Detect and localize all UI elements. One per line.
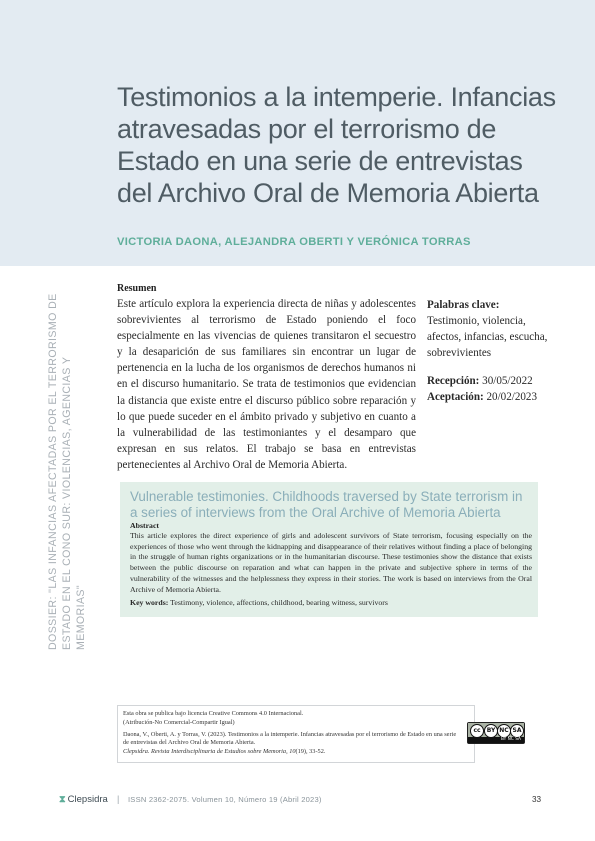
dates-block bbox=[427, 374, 557, 405]
citation-journal: Clepsidra. Revista Interdisciplinaria de Estudios sobre Memoria, 10 bbox=[123, 747, 296, 755]
abstract-keywords-text: Testimony, violence, affections, childhood, bearing witness, survivors bbox=[170, 598, 388, 607]
page-number: 33 bbox=[532, 795, 542, 804]
citation-issue: (19), 33-52. bbox=[295, 747, 326, 755]
authors: VICTORIA DAONA, ALEJANDRA OBERTI Y VERÓNICA TORRAS bbox=[117, 236, 471, 248]
abstract-text: This article explores the direct experience of girls and adolescent survivors of State terrorism, focusing especially on the experiences of those who went through the kidnapping and disappearance of their relatives without finding a place of belonging in the struggle of human rights organizations or in the humanitarian discourse. These testimonies show the distance that exists between the public discourse on reparation and what can happen in the private and subjective sphere in terms of the vulnerability of the witnesses and the helplessness they express in their stories. The work is based on interviews from the Oral Archive of Memoria Abierta. bbox=[130, 531, 532, 594]
keywords-text: Testimonio, violencia, afectos, infancias, escucha, sobrevivientes bbox=[427, 315, 548, 360]
abstract-title: Vulnerable testimonies. Childhoods traversed by State terrorism in a series of interviews from the Oral Archive of Memoria Abierta bbox=[130, 489, 523, 521]
dossier-side-label: DOSSIER: "LAS INFANCIAS AFECTADAS POR EL TERRORISMO DE ESTADO EN EL CONO SUR: VIOLENCIAS, AGENCIAS Y MEMORIAS" bbox=[47, 293, 87, 650]
abstract-heading: Abstract bbox=[130, 521, 160, 530]
resumen-heading: Resumen bbox=[117, 283, 157, 294]
cc-by-icon: BY bbox=[484, 724, 498, 738]
reception-value: 30/05/2022 bbox=[482, 375, 533, 387]
keywords-label: Palabras clave: bbox=[427, 299, 500, 311]
cc-badge-text: BY NC SA bbox=[468, 737, 524, 743]
license-line-1: Esta obra se publica bajo licencia Creative Commons 4.0 Internacional. bbox=[123, 710, 304, 717]
abstract-keywords bbox=[130, 598, 532, 607]
citation bbox=[123, 731, 463, 756]
cc-icon: cc bbox=[470, 724, 484, 738]
acceptance-value: 20/02/2023 bbox=[486, 390, 538, 403]
clepsidra-logo-icon: ⧗ bbox=[59, 794, 66, 805]
cc-nc-icon: NC bbox=[497, 724, 511, 738]
acceptance-date bbox=[427, 390, 557, 406]
article-title: Testimonios a la intemperie. Infancias atravesadas por el terrorismo de Estado en una serie de entrevistas del Archivo Oral de Memoria Abierta bbox=[117, 82, 556, 208]
acceptance-label: Aceptación: bbox=[427, 390, 484, 403]
license-line-2: (Atribución-No Comercial-Compartir Igual) bbox=[123, 719, 235, 726]
cc-license-badge-icon[interactable] bbox=[467, 722, 525, 744]
footer-separator: | bbox=[117, 794, 120, 804]
footer-logo bbox=[59, 794, 108, 805]
footer-issn: ISSN 2362-2075. Volumen 10, Número 19 (Abril 2023) bbox=[128, 795, 322, 804]
citation-text: Daona, V., Oberti, A. y Torras, V. (2023). Testimonios a la intemperie. Infancias atravesadas por el terrorismo de Estado en una serie de entrevistas del Archivo Oral de Memoria Abierta. bbox=[123, 731, 457, 747]
cc-sa-icon: SA bbox=[510, 724, 524, 738]
reception-label: Recepción: bbox=[427, 375, 480, 387]
resumen-text: Este artículo explora la experiencia directa de niñas y adolescentes sobrevivientes al terrorismo de Estado poniendo el foco especialmente en las vivencias de quienes transitaron el secuestro y la desaparición de sus familiares sin encontrar un lugar de pertenencia en la lucha de los organismos de derechos humanos ni en el discurso humanitario. Se trata de testimonios que evidencian la distancia que existe entre el discurso público sobre reparación y lo que puede suceder en el ámbito privado y subjetivo en cuanto a la vulnerabilidad de las testimoniantes y el desamparo que expresan en sus relatos. El trabajo se basa en entrevistas pertenecientes al Archivo Oral de Memoria Abierta. bbox=[117, 298, 416, 471]
reception-date bbox=[427, 374, 557, 390]
abstract-keywords-label: Key words: bbox=[130, 598, 169, 607]
keywords-block bbox=[427, 297, 551, 361]
footer-logo-text: Clepsidra bbox=[67, 794, 108, 805]
